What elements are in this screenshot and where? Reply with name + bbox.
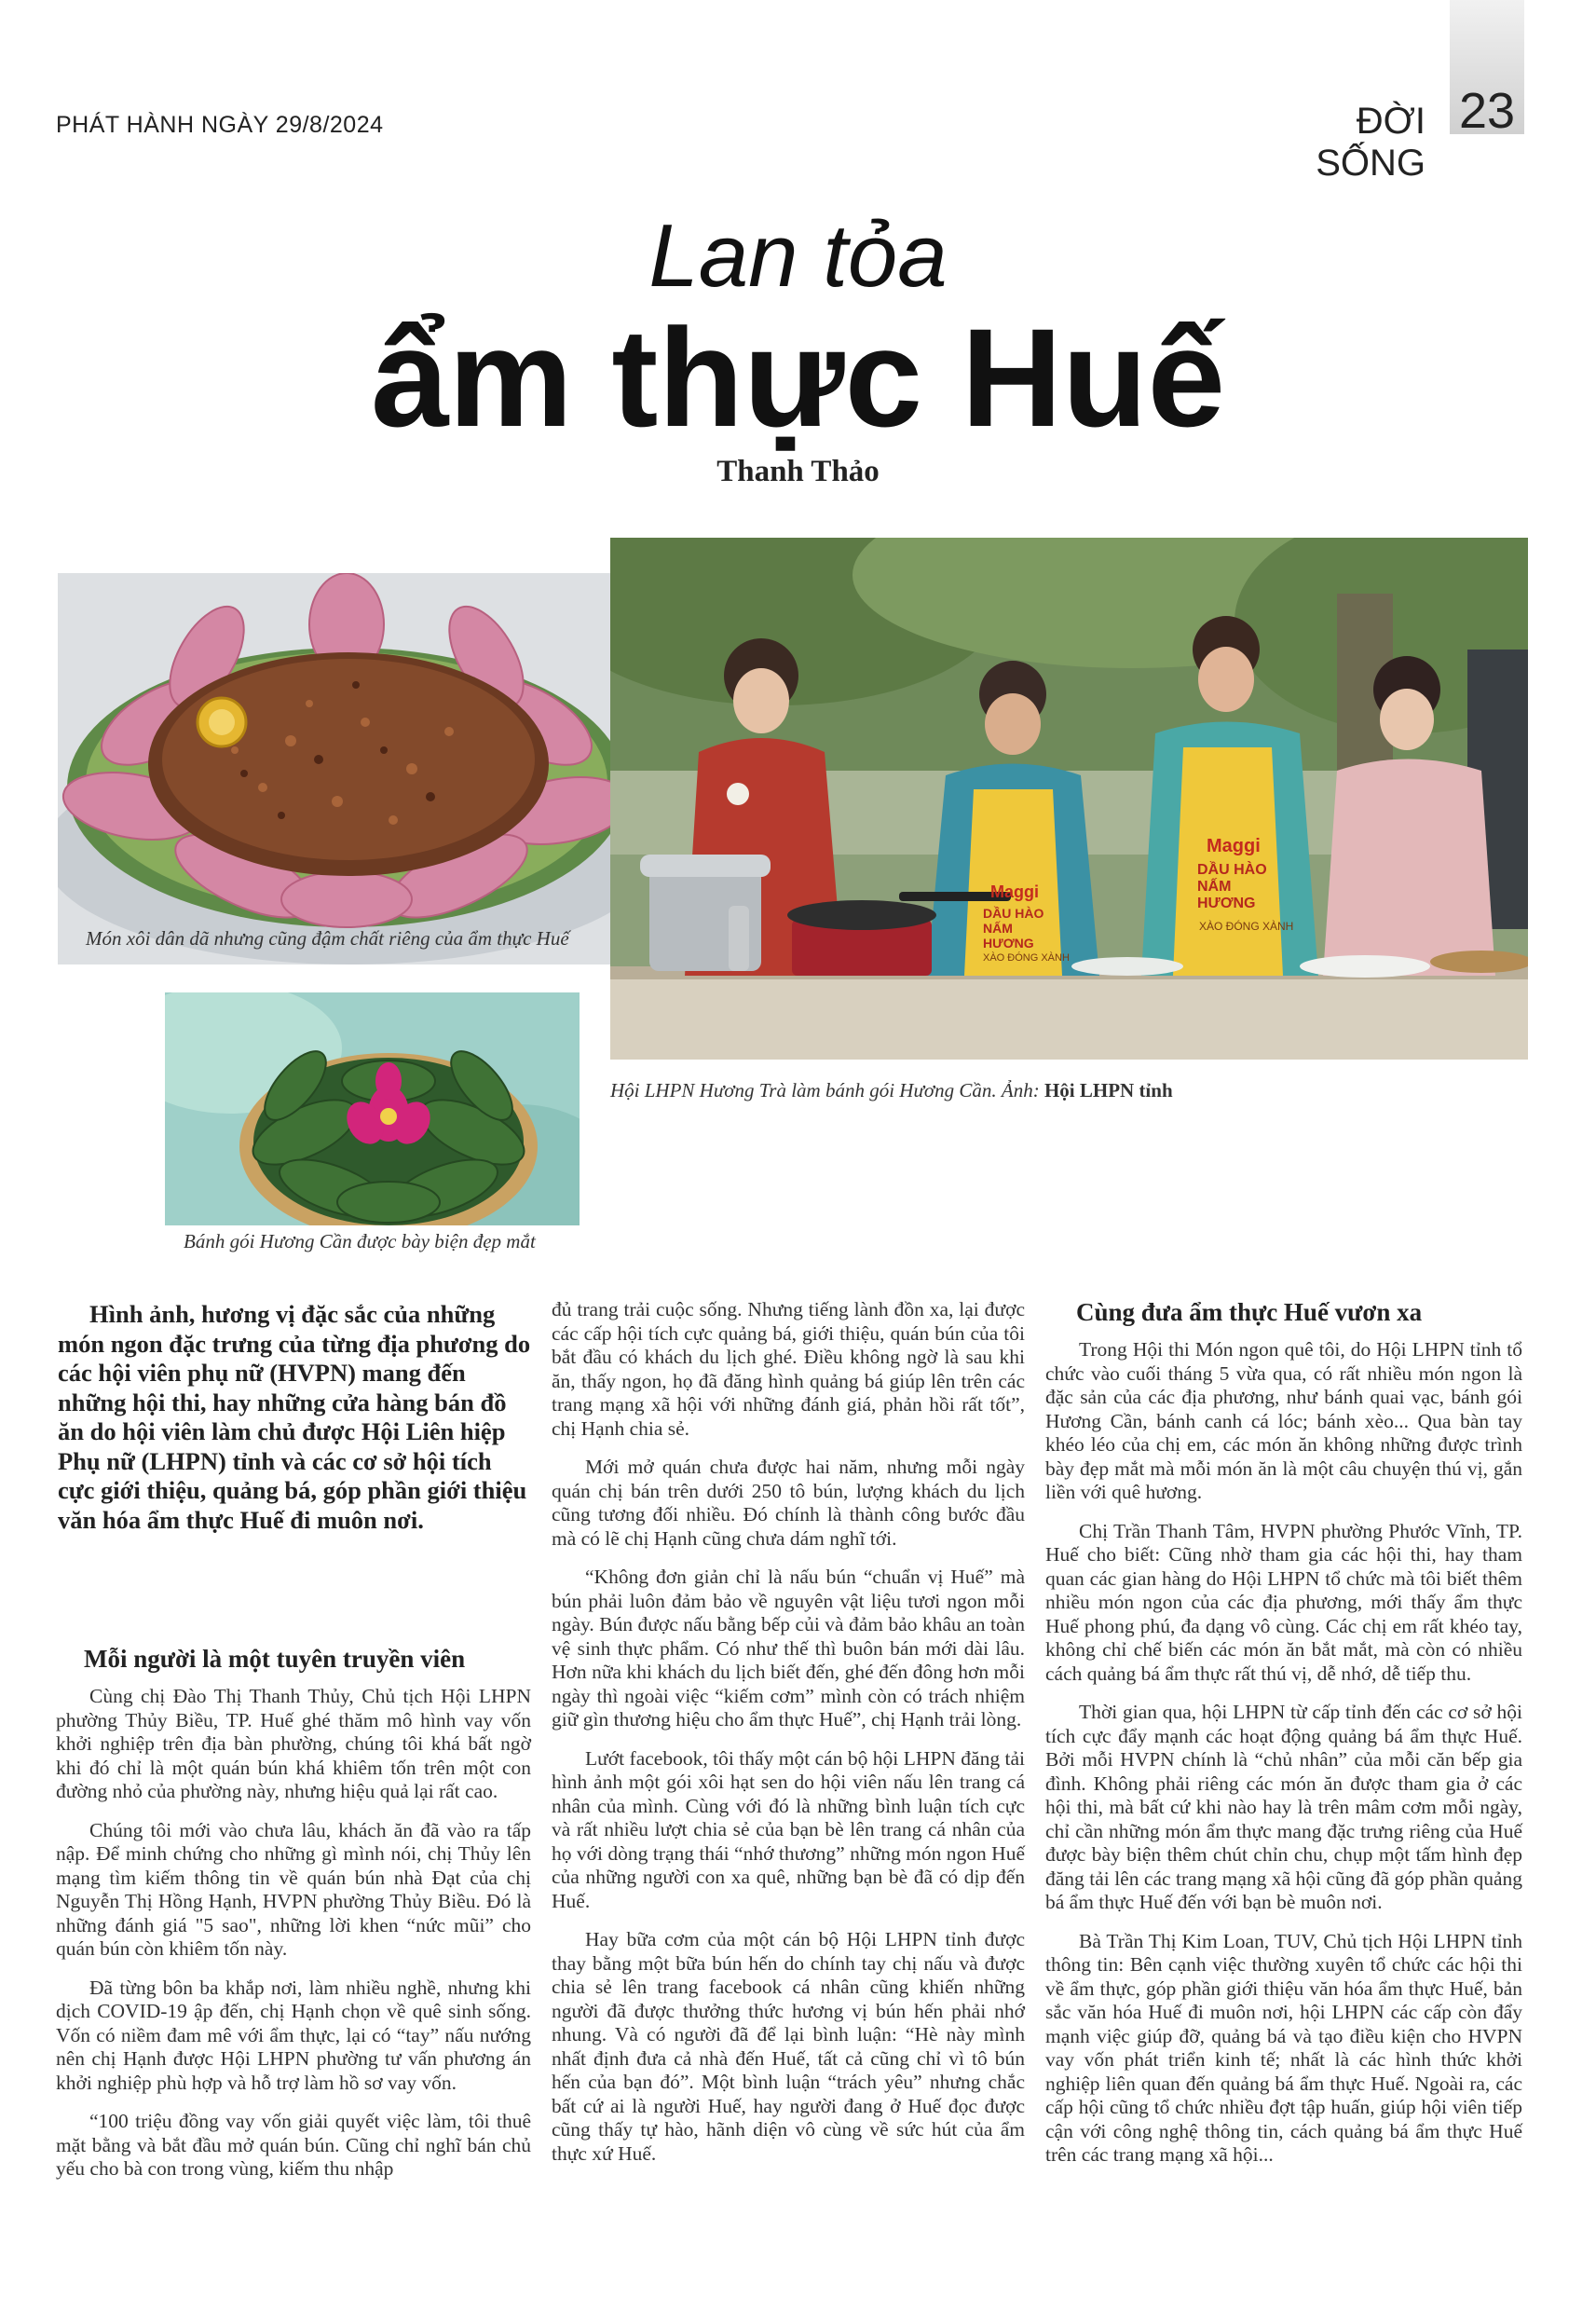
col3-paragraph: Bà Trần Thị Kim Loan, TUV, Chủ tịch Hội LHPN tỉnh thông tin: Bên cạnh việc thường xuyên tổ chức các hội thi về ẩm thực, góp phần giới thiệu văn hóa ẩm thực Huế, bản sắc văn hóa Huế đi muôn nơi, hội LHPN các cấp còn đẩy mạnh việc giúp đỡ, quảng bá và tạo điều kiện cho HVPN vay vốn phát triển kinh tế; nhất là các hình thức khởi nghiệp liên quan đến quảng bá ẩm thực Huế. Ngoài ra, các cấp hội cũng tổ chức nhiều đợt tập huấn, giúp hội viên tiếp cận với công nghệ thông tin, cách quảng bá ẩm thực Huế trên các trang mạng xã hội... [1045,1929,1522,2166]
photo-banh-goi [165,992,580,1225]
caption-main-photo [610,1079,1528,1102]
col3-paragraph: Chị Trần Thanh Tâm, HVPN phường Phước Vĩnh, TP. Huế cho biết: Cũng nhờ tham gia các hội thi, hay tham quan các gian hàng do Hội LHPN tổ chức mà tôi biết thêm nhiều món ngon của các địa phương, mới thấy ẩm thực Huế phong phú, đa dạng vô cùng. Các chị em rất khéo tay, không chỉ chế biến các món ăn bắt mắt, mà còn có nhiều cách quảng bá ẩm thực rất thú vị, dễ nhớ, dễ tiếp thu. [1045,1519,1522,1685]
col1-paragraph: Cùng chị Đào Thị Thanh Thủy, Chủ tịch Hội LHPN phường Thủy Biều, TP. Huế ghé thăm mô hình vay vốn khởi nghiệp trên địa bàn phường, chúng tôi khá bất ngờ khi đó chỉ là một quán bún khá khiêm tốn trên một con đường nhỏ của phường này, nhưng hiệu quả lại rất cao. [56,1685,531,1802]
col2-paragraph: Lướt facebook, tôi thấy một cán bộ hội LHPN đăng tải hình ảnh một gói xôi hạt sen do hội viên nấu lên trang cá nhân của mình. Cùng với đó là những bình luận tích cực và rất nhiều lượt chia sẻ của bạn bè lên trang cá nhân của họ với dòng trạng thái “nhớ thương” những món ngon Huế của những người con xa quê, những bạn bè đã có dịp đến Huế. [552,1746,1025,1912]
col2-paragraph: “Không đơn giản chỉ là nấu bún “chuẩn vị Huế” mà bún phải luôn đảm bảo về nguyên vật liệu tươi ngon mỗi ngày. Bún được nấu bằng bếp củi và đảm bảo khâu an toàn vệ sinh thực phẩm. Có như thế thì buôn bán mới dài lâu. Hơn nữa khi khách du lịch biết đến, ghé đến đông hơn mỗi ngày thì ngoài việc “kiếm cơm” mình còn có trách nhiệm giữ gìn thương hiệu cho ẩm thực Huế”, chị Hạnh trải lòng. [552,1566,1025,1731]
col3-paragraph: Trong Hội thi Món ngon quê tôi, do Hội LHPN tỉnh tổ chức vào cuối tháng 5 vừa qua, có rất nhiều món ngon là đặc sản của các địa phương, như bánh quai vạc, bánh gói Hương Cần, bánh canh cá lóc; bánh xèo... Qua bàn tay khéo léo của chị em, các món ăn không những được trình bày đẹp mắt mà mỗi món ăn là một câu chuyện thú vị, gắn liền với quê hương. [1045,1338,1522,1503]
column-3 [1045,1338,1522,2182]
apron-sub-right: XÀO ĐÓNG XÀNH [1199,920,1294,933]
caption-banh-goi: Bánh gói Hương Cần được bày biện đẹp mắt [184,1230,536,1252]
column-1 [56,1685,531,2196]
column-2 [552,1298,1025,2181]
col1-paragraph: Chúng tôi mới vào chưa lâu, khách ăn đã vào ra tấp nập. Để minh chứng cho những gì mình nói, chị Thủy lên mạng tìm kiếm thông tin về quán bún nhà Đạt của chị Nguyễn Thị Hồng Hạnh, HVPN phường Thủy Biều. Đó là những đánh giá "5 sao", những lời khen “nức mũi” cho quán bún còn khiêm tốn này. [56,1818,531,1960]
caption-main-text: Hội LHPN Hương Trà làm bánh gói Hương Cần. Ảnh: [610,1079,1040,1101]
col2-paragraph: đủ trang trải cuộc sống. Nhưng tiếng lành đồn xa, lại được các cấp hội tích cực quảng bá, giới thiệu, quán bún của tôi bắt đầu có khách du lịch ghé. Điều không ngờ là sau khi ăn, thấy ngon, họ đã đăng hình quảng bá giúp lên trên các trang mạng xã hội với những đánh giá, phản hồi rất tốt”, chị Hạnh chia sẻ. [552,1298,1025,1440]
col2-paragraph: Hay bữa cơm của một cán bộ Hội LHPN tỉnh được thay bằng một bữa bún hến do chính tay chị nấu và được chia sẻ lên trang facebook cá nhân cũng khiến những người đã được thưởng thức hương vị bún hến phải nhớ nhung. Và có người đã để lại bình luận: “Hè này mình nhất định đưa cả nhà đến Huế, tất cả cũng chỉ vì tô bún hến của bạn đó”. Một bình luận “trách yêu” nhưng chắc bất cứ ai là người Huế, hay người đang ở Huế đọc được cũng thấy tự hào, hãnh diện vô cùng về sức hút của ẩm thực xứ Huế. [552,1928,1025,2165]
article-lede: Hình ảnh, hương vị đặc sắc của những món ngon đặc trưng của từng địa phương do các hội viên phụ nữ (HVPN) mang đến những hội thi, hay những cửa hàng bán đồ ăn do hội viên làm chủ được Hội Liên hiệp Phụ nữ (LHPN) tỉnh và các cơ sở hội tích cực giới thiệu, quảng bá, góp phần giới thiệu văn hóa ẩm thực Huế đi muôn nơi. [58,1300,531,1534]
apron-slogan-right: DẦU HÀO NẤM HƯƠNG [1197,862,1267,911]
apron-brand-right: Maggi [1207,836,1261,856]
section-name: ĐỜI SỐNG [1316,101,1425,184]
caption-main-credit: Hội LHPN tỉnh [1044,1079,1173,1101]
col1-paragraph: Đã từng bôn ba khắp nơi, làm nhiều nghề, nhưng khi dịch COVID-19 ập đến, chị Hạnh chọn về quê sinh sống. Vốn có niềm đam mê với ẩm thực, lại có “tay” nấu nướng nên chị Hạnh được Hội LHPN phường tư vấn phương án khởi nghiệp phù hợp và hỗ trợ làm hồ sơ vay vốn. [56,1976,531,2094]
issue-date: PHÁT HÀNH NGÀY 29/8/2024 [56,112,384,138]
col2-paragraph: Mới mở quán chưa được hai năm, nhưng mỗi ngày quán chị bán trên dưới 250 tô bún, lượng khách du lịch cũng tương đối nhiều. Đó chính là thành công bước đầu mà có lẽ chị Hạnh cũng chưa dám nghĩ tới. [552,1456,1025,1550]
title-line-2: ẩm thực Huế [370,299,1226,456]
subhead-tuyen-truyen-vien: Mỗi người là một tuyên truyền viên [84,1645,466,1673]
apron-sub-left: XÀO ĐÓNG XÀNH [983,952,1070,964]
col3-paragraph: Thời gian qua, hội LHPN từ cấp tỉnh đến các cơ sở hội tích cực đẩy mạnh các hoạt động quảng bá ẩm thực Huế. Bởi mỗi HVPN chính là “chủ nhân” của mỗi căn bếp gia đình. Không phải riêng các món ăn được tham gia ở các hội thi, mà bất cứ khi nào hay là trên mâm cơm mỗi ngày, chỉ cần những món ẩm thực mang đặc trưng riêng của Huế được bày biện thêm chút chỉn chu, chụp một tấm hình đẹp đăng tải lên các trang mạng xã hội cũng đã góp phần quảng bá ẩm thực Huế đến với bạn bè muôn nơi. [1045,1701,1522,1913]
apron-slogan-left: DẦU HÀO NẤM HƯƠNG [983,906,1044,951]
subhead-vuon-xa: Cùng đưa ẩm thực Huế vươn xa [1076,1298,1423,1326]
apron-brand-left: Maggi [990,882,1039,901]
title-line-1: Lan tỏa [648,206,948,306]
page-number: 23 [1458,83,1516,139]
col1-paragraph: “100 triệu đồng vay vốn giải quyết việc làm, tôi thuê mặt bằng và bắt đầu mở quán bún. Cũng chỉ nghĩ bán chủ yếu cho bà con trong vùng, kiếm thu nhập [56,2110,531,2180]
caption-xoi: Món xôi dân dã nhưng cũng đậm chất riêng của ẩm thực Huế [86,927,569,950]
photo-huong-tra-women [610,538,1528,1060]
author-byline: Thanh Thảo [716,455,880,488]
photo-xoi-lotus [58,573,643,964]
